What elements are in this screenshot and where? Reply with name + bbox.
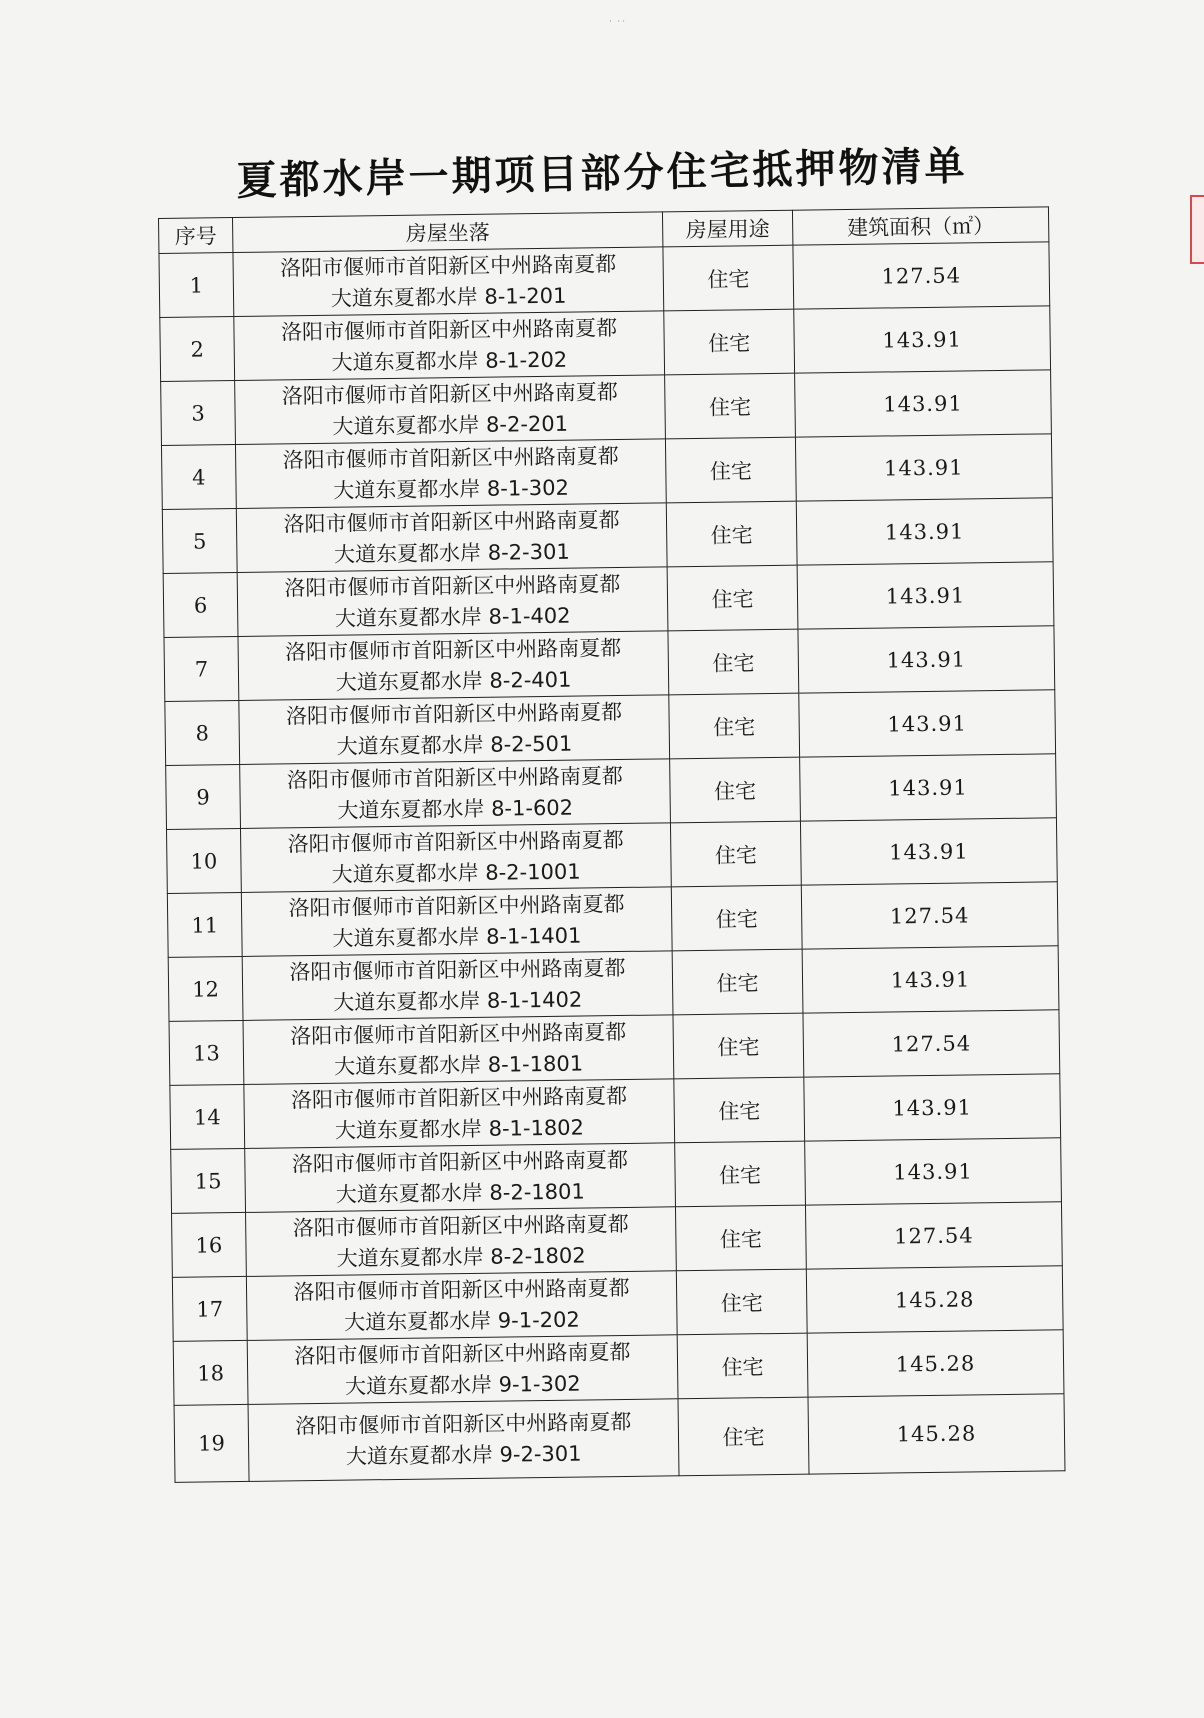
row-location <box>241 887 672 957</box>
table-row <box>170 1074 1061 1150</box>
row-use: 住宅 <box>663 245 794 311</box>
row-use: 住宅 <box>665 437 796 503</box>
row-seq: 3 <box>161 381 236 446</box>
table-row <box>173 1330 1064 1406</box>
location-line-1: 洛阳市偃师市首阳新区中州路南夏都 <box>294 1339 631 1368</box>
row-location <box>238 631 669 701</box>
row-area: 143.91 <box>795 434 1052 501</box>
row-use: 住宅 <box>670 821 801 887</box>
location-line-1: 洛阳市偃师市首阳新区中州路南夏都 <box>293 1275 630 1304</box>
row-use: 住宅 <box>668 629 799 695</box>
location-line-1: 洛阳市偃师市首阳新区中州路南夏都 <box>284 571 621 600</box>
table-row <box>159 242 1050 318</box>
row-seq: 9 <box>166 764 241 829</box>
row-location <box>233 247 664 317</box>
header-seq: 序号 <box>159 218 233 254</box>
location-line-2: 大道东夏都水岸 8-2-1801 <box>335 1178 585 1207</box>
row-area: 127.54 <box>803 1010 1060 1077</box>
table-row <box>171 1138 1062 1214</box>
table-row <box>172 1266 1063 1342</box>
row-use: 住宅 <box>666 501 797 567</box>
row-use: 住宅 <box>669 693 800 759</box>
row-area: 127.54 <box>801 882 1058 949</box>
row-area: 143.91 <box>794 306 1051 373</box>
location-line-2: 大道东夏都水岸 8-2-401 <box>335 667 572 695</box>
table-row <box>174 1394 1065 1483</box>
row-location <box>235 439 666 509</box>
row-location <box>246 1207 677 1277</box>
row-seq: 5 <box>162 508 237 573</box>
table-wrapper <box>158 206 1065 1483</box>
location-line-1: 洛阳市偃师市首阳新区中州路南夏都 <box>283 507 620 536</box>
location-line-2: 大道东夏都水岸 8-1-402 <box>334 603 571 631</box>
row-location <box>235 375 666 445</box>
row-seq: 17 <box>172 1276 247 1341</box>
location-line-2: 大道东夏都水岸 9-2-301 <box>345 1441 582 1469</box>
row-location <box>246 1271 677 1341</box>
location-line-1: 洛阳市偃师市首阳新区中州路南夏都 <box>288 891 625 920</box>
table-row <box>164 626 1055 702</box>
table-row <box>162 498 1053 574</box>
location-line-2: 大道东夏都水岸 8-1-202 <box>331 347 568 375</box>
location-line-1: 洛阳市偃师市首阳新区中州路南夏都 <box>291 1147 629 1176</box>
row-seq: 6 <box>163 572 238 637</box>
location-line-2: 大道东夏都水岸 9-1-302 <box>344 1371 581 1399</box>
location-line-1: 洛阳市偃师市首阳新区中州路南夏都 <box>290 1019 627 1048</box>
row-use: 住宅 <box>672 949 803 1015</box>
location-line-1: 洛阳市偃师市首阳新区中州路南夏都 <box>281 379 618 408</box>
row-area: 143.91 <box>800 818 1057 885</box>
location-line-1: 洛阳市偃师市首阳新区中州路南夏都 <box>292 1211 629 1240</box>
row-location <box>242 951 673 1021</box>
row-seq: 2 <box>160 317 235 382</box>
row-seq: 7 <box>164 636 239 701</box>
row-use: 住宅 <box>664 309 795 375</box>
row-location <box>244 1079 675 1149</box>
table-row <box>172 1202 1063 1278</box>
location-line-2: 大道东夏都水岸 8-1-302 <box>333 475 570 503</box>
table-body <box>159 242 1065 1483</box>
location-line-1: 洛阳市偃师市首阳新区中州路南夏都 <box>287 827 624 856</box>
location-line-2: 大道东夏都水岸 8-1-1402 <box>333 987 583 1015</box>
row-location <box>245 1143 676 1213</box>
row-location <box>240 759 671 829</box>
table-row <box>160 306 1051 382</box>
row-use: 住宅 <box>678 1397 809 1476</box>
row-use: 住宅 <box>673 1013 804 1079</box>
location-line-1: 洛阳市偃师市首阳新区中州路南夏都 <box>286 763 623 792</box>
row-area: 127.54 <box>793 242 1050 309</box>
row-use: 住宅 <box>676 1269 807 1335</box>
row-seq: 10 <box>167 828 242 893</box>
table-row <box>161 434 1052 510</box>
row-location <box>239 695 670 765</box>
row-area: 143.91 <box>804 1074 1061 1141</box>
row-location <box>247 1335 678 1405</box>
row-seq: 14 <box>170 1084 245 1149</box>
location-line-2: 大道东夏都水岸 8-1-1802 <box>334 1115 585 1143</box>
table-row <box>163 562 1054 638</box>
row-location <box>237 567 668 637</box>
row-area: 127.54 <box>805 1202 1062 1269</box>
row-area: 143.91 <box>798 626 1055 693</box>
table-row <box>167 882 1058 958</box>
row-use: 住宅 <box>670 757 801 823</box>
row-seq: 12 <box>168 956 243 1021</box>
row-area: 143.91 <box>796 498 1053 565</box>
location-line-2: 大道东夏都水岸 9-1-202 <box>343 1307 580 1335</box>
header-location: 房屋坐落 <box>233 212 663 253</box>
location-line-2: 大道东夏都水岸 8-2-501 <box>336 731 573 759</box>
table-row <box>168 946 1059 1022</box>
row-area: 143.91 <box>802 946 1059 1013</box>
row-area: 143.91 <box>805 1138 1062 1205</box>
location-line-1: 洛阳市偃师市首阳新区中州路南夏都 <box>282 443 619 472</box>
location-line-1: 洛阳市偃师市首阳新区中州路南夏都 <box>285 635 622 664</box>
table-row <box>169 1010 1060 1086</box>
location-line-1: 洛阳市偃师市首阳新区中州路南夏都 <box>280 315 618 344</box>
row-use: 住宅 <box>675 1141 806 1207</box>
row-seq: 19 <box>174 1404 249 1482</box>
row-seq: 18 <box>173 1340 248 1405</box>
mortgage-table <box>158 206 1065 1483</box>
row-location <box>240 823 671 893</box>
row-seq: 8 <box>165 700 240 765</box>
row-use: 住宅 <box>671 885 802 951</box>
scan-speck: ˙ ˙˙ <box>608 20 627 31</box>
row-area: 143.91 <box>797 562 1054 629</box>
location-line-1: 洛阳市偃师市首阳新区中州路南夏都 <box>289 955 626 984</box>
location-line-1: 洛阳市偃师市首阳新区中州路南夏都 <box>285 699 623 728</box>
row-use: 住宅 <box>674 1077 805 1143</box>
row-area: 143.91 <box>799 690 1056 757</box>
row-area: 145.28 <box>808 1394 1065 1474</box>
row-location <box>234 311 665 381</box>
row-area: 143.91 <box>795 370 1052 437</box>
row-area: 145.28 <box>807 1330 1064 1397</box>
location-line-2: 大道东夏都水岸 8-1-1401 <box>332 923 582 951</box>
row-area: 145.28 <box>806 1266 1063 1333</box>
row-seq: 13 <box>169 1020 244 1085</box>
location-line-2: 大道东夏都水岸 8-2-301 <box>333 539 570 567</box>
table-row <box>165 690 1056 766</box>
location-line-1: 洛阳市偃师市首阳新区中州路南夏都 <box>295 1409 632 1439</box>
table-row <box>166 754 1057 830</box>
location-line-2: 大道东夏都水岸 8-2-1001 <box>331 859 581 887</box>
location-line-2: 大道东夏都水岸 8-2-201 <box>332 411 569 439</box>
location-line-2: 大道东夏都水岸 8-1-602 <box>337 795 574 823</box>
row-use: 住宅 <box>675 1205 806 1271</box>
red-stamp-edge <box>1190 195 1204 264</box>
row-seq: 1 <box>159 253 234 318</box>
row-location <box>248 1399 679 1482</box>
location-line-2: 大道东夏都水岸 8-2-1802 <box>336 1242 586 1271</box>
row-use: 住宅 <box>667 565 798 631</box>
row-seq: 16 <box>172 1212 247 1277</box>
location-line-2: 大道东夏都水岸 8-1-201 <box>330 283 567 311</box>
row-location <box>236 503 667 573</box>
row-seq: 4 <box>161 445 236 510</box>
location-line-1: 洛阳市偃师市首阳新区中州路南夏都 <box>280 251 617 280</box>
location-line-2: 大道东夏都水岸 8-1-1801 <box>333 1051 584 1079</box>
row-use: 住宅 <box>665 373 796 439</box>
row-area: 143.91 <box>800 754 1057 821</box>
page-title: 夏都水岸一期项目部分住宅抵押物清单 <box>236 143 968 205</box>
row-location <box>243 1015 674 1085</box>
header-use: 房屋用途 <box>662 210 792 247</box>
row-seq: 11 <box>167 892 242 957</box>
row-seq: 15 <box>171 1148 246 1213</box>
location-line-1: 洛阳市偃师市首阳新区中州路南夏都 <box>290 1083 628 1112</box>
table-row <box>161 370 1052 446</box>
table-row <box>167 818 1058 894</box>
header-area: 建筑面积（㎡） <box>792 207 1048 245</box>
row-use: 住宅 <box>677 1333 808 1399</box>
